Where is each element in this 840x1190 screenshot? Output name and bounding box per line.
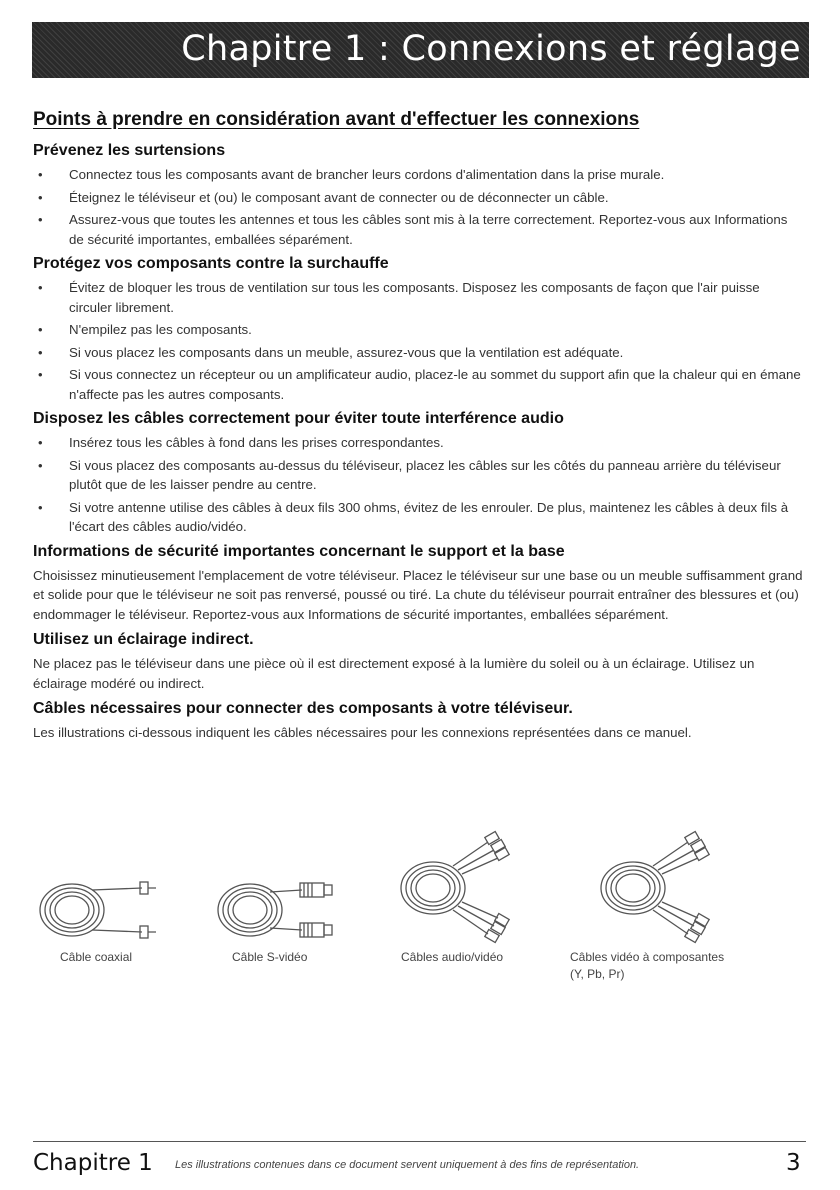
bullet-dot: • [38,435,43,450]
section-heading: Utilisez un éclairage indirect. [33,631,254,648]
section-heading: Protégez vos composants contre la surchauffe [33,255,389,272]
bullet-list [33,433,803,537]
list-item: • Si vous connectez un récepteur ou un amplificateur audio, placez-le au sommet du support afin que la chaleur qui en émane n'affecte pas les autres composants. [38,367,801,402]
section-overheating [33,253,803,404]
section-cables-interference [33,408,803,537]
list-item: • Si vous placez les composants dans un meuble, assurez-vous que la ventilation est adéquate. [33,343,803,363]
list-item: • Évitez de bloquer les trous de ventilation sur tous les composants. Disposez les composants de façon que l'air puisse circuler librement. [38,280,760,315]
section-surge [33,140,803,249]
bullet-dot: • [38,344,43,360]
section-paragraph: Ne placez pas le téléviseur dans une pièce où il est directement exposé à la lumière du soleil ou à un éclairage. Utilisez un éclairage modéré ou indirect. [33,656,755,691]
chapter-banner [32,22,809,78]
section-paragraph: Les illustrations ci-dessous indiquent les câbles nécessaires pour les connexions représentées dans ce manuel. [33,725,692,740]
section-heading: Informations de sécurité importantes concernant le support et la base [33,542,565,560]
footer-note: Les illustrations contenues dans ce document servent uniquement à des fins de représentation. [175,1159,640,1171]
cable-caption: Câbles vidéo à composantes (Y, Pb, Pr) [570,950,725,981]
bullet-dot: • [38,457,43,473]
cable-caption: Câbles audio/vidéo [401,950,504,964]
section-heading: Câbles nécessaires pour connecter des composants à votre téléviseur. [33,700,573,717]
list-item: • Assurez-vous que toutes les antennes et tous les câbles sont mis à la terre correctement. Reportez-vous aux Informations de sécurité importantes, emballées séparément. [38,212,788,247]
bullet-dot: • [38,212,43,227]
bullet-list [33,165,803,249]
list-item: • Connectez tous les composants avant de brancher leurs cordons d'alimentation dans la prise murale. [33,165,803,185]
list-item: • N'empilez pas les composants. [33,320,803,340]
section-paragraph: Choisissez minutieusement l'emplacement de votre téléviseur. Placez le téléviseur sur une base ou un meuble suffisamment grand et solide pour que le téléviseur ne soit pas renversé, poussé ou tiré. La chute du téléviseur pourrait entraîner des blessures et (ou) endommager le téléviseur. Reportez-vous aux Informations de sécurité importantes, emballées séparément. [33,567,803,622]
footer-divider [33,1141,806,1142]
bullet-dot: • [38,280,43,295]
bullet-dot: • [38,189,43,205]
s-video-cable-icon [210,870,340,950]
list-item: • Si vous placez des composants au-dessus du téléviseur, placez les câbles sur les côtés du panneau arrière du téléviseur plutôt que de les laisser pendre au centre. [38,457,781,492]
bullet-dot: • [38,167,43,182]
section-heading: Prévenez les surtensions [33,142,226,159]
section-required-cables [33,698,803,743]
bullet-dot: • [38,367,43,382]
coaxial-cable-icon [32,870,162,950]
audio-video-cables-icon [388,828,528,948]
section-lighting [33,629,803,693]
component-video-cables-icon [588,828,728,948]
bullet-dot: • [38,322,43,337]
section-stand-safety [33,541,803,625]
chapter-title: Chapitre 1 : Connexions et réglage [181,29,801,69]
section-heading: Disposez les câbles correctement pour éviter toute interférence audio [33,410,564,427]
list-item: • Éteignez le téléviseur et (ou) le composant avant de connecter ou de déconnecter un câble. [33,188,803,208]
list-item: • Insérez tous les câbles à fond dans les prises correspondantes. [33,433,803,453]
list-item: • Si votre antenne utilise des câbles à deux fils 300 ohms, évitez de les enrouler. De plus, maintenez les câbles à deux fils à l'écart des câbles audio/vidéo. [38,499,789,534]
page-content [33,108,803,748]
cable-caption: Câble S-vidéo [232,950,308,964]
main-heading: Points à prendre en considération avant d'effectuer les connexions [33,109,640,130]
bullet-list [33,278,803,404]
footer-chapter: Chapitre 1 [33,1150,153,1176]
cable-caption: Câble coaxial [60,950,133,964]
page-number: 3 [786,1150,801,1176]
bullet-dot: • [38,499,43,515]
